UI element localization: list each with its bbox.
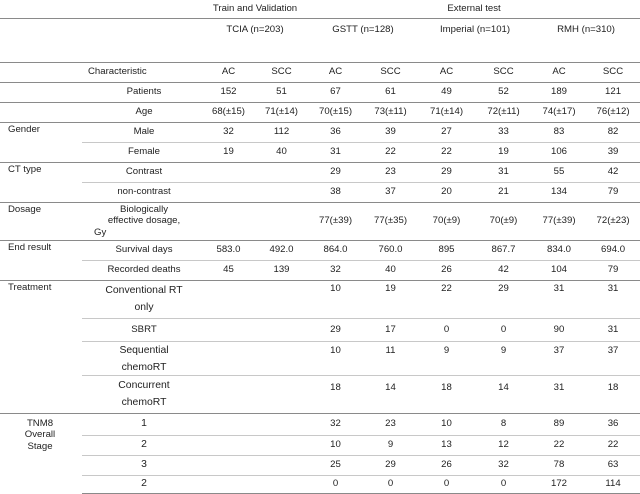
cell: 20 xyxy=(418,182,475,202)
cell: 89 xyxy=(532,413,586,435)
row-label-line: Conventional RT xyxy=(105,284,183,296)
cell: 36 xyxy=(586,413,640,435)
cell: 22 xyxy=(363,142,418,162)
cell: 74(±17) xyxy=(532,102,586,122)
cell: 19 xyxy=(363,280,418,318)
cell: 42 xyxy=(475,260,532,280)
row-label-contrast: Contrast xyxy=(82,162,202,182)
header-characteristic: Characteristic xyxy=(82,62,202,82)
cell: 76(±12) xyxy=(586,102,640,122)
cell: 51 xyxy=(255,82,308,102)
group-label-line: Stage xyxy=(27,440,53,452)
group-ct-type: CT type xyxy=(0,162,82,202)
cell: 121 xyxy=(586,82,640,102)
row-label-sbrt: SBRT xyxy=(82,318,202,341)
row-label-sequential-chemort xyxy=(82,341,202,375)
cell: 22 xyxy=(532,435,586,455)
cell: 77(±35) xyxy=(363,202,418,240)
group-gender: Gender xyxy=(0,122,82,162)
cell xyxy=(202,455,255,475)
cell: 25 xyxy=(308,455,363,475)
cell: 8 xyxy=(475,413,532,435)
cell: 10 xyxy=(308,341,363,375)
row-label-patients: Patients xyxy=(82,82,202,102)
cell xyxy=(255,413,308,435)
group-end-result: End result xyxy=(0,240,82,280)
cell: 71(±14) xyxy=(255,102,308,122)
row-label-stage-4: 2 xyxy=(82,475,202,493)
cell: 583.0 xyxy=(202,240,255,260)
cell: 189 xyxy=(532,82,586,102)
row-label-concurrent-chemort xyxy=(82,375,202,413)
cell: 19 xyxy=(475,142,532,162)
cell xyxy=(202,375,255,413)
cell: 14 xyxy=(475,375,532,413)
cell: 32 xyxy=(308,413,363,435)
cell: 71(±14) xyxy=(418,102,475,122)
cell: 172 xyxy=(532,475,586,493)
cell: 10 xyxy=(308,435,363,455)
cell: 104 xyxy=(532,260,586,280)
header-ac: AC xyxy=(202,62,255,82)
row-label-non-contrast: non-contrast xyxy=(82,182,202,202)
cell: 70(±9) xyxy=(475,202,532,240)
header-external-test: External test xyxy=(447,3,501,14)
cell: 82 xyxy=(586,122,640,142)
cell: 42 xyxy=(586,162,640,182)
row-label-survival-days: Survival days xyxy=(82,240,202,260)
header-rmh: RMH (n=310) xyxy=(532,18,640,40)
cell: 27 xyxy=(418,122,475,142)
cell: 0 xyxy=(475,318,532,341)
cell: 134 xyxy=(532,182,586,202)
cell xyxy=(255,341,308,375)
cell: 40 xyxy=(363,260,418,280)
cell: 37 xyxy=(586,341,640,375)
cell: 33 xyxy=(475,122,532,142)
cell: 18 xyxy=(418,375,475,413)
cell: 0 xyxy=(308,475,363,493)
cell xyxy=(255,455,308,475)
header-scc: SCC xyxy=(255,62,308,82)
row-label-recorded-deaths: Recorded deaths xyxy=(82,260,202,280)
cell: 49 xyxy=(418,82,475,102)
cell xyxy=(255,318,308,341)
cell: 13 xyxy=(418,435,475,455)
cell: 79 xyxy=(586,182,640,202)
cell: 31 xyxy=(586,280,640,318)
cell: 38 xyxy=(308,182,363,202)
cell: 72(±23) xyxy=(586,202,640,240)
cell: 0 xyxy=(363,475,418,493)
cell xyxy=(255,162,308,182)
cell: 0 xyxy=(475,475,532,493)
cell: 31 xyxy=(532,280,586,318)
cell: 864.0 xyxy=(308,240,363,260)
row-label-male: Male xyxy=(82,122,202,142)
cell: 14 xyxy=(363,375,418,413)
group-label-line: TNM8 xyxy=(26,417,54,429)
cell xyxy=(202,413,255,435)
cell: 45 xyxy=(202,260,255,280)
cell xyxy=(255,182,308,202)
row-label-stage-3: 3 xyxy=(82,455,202,475)
cell: 31 xyxy=(308,142,363,162)
cell: 26 xyxy=(418,260,475,280)
cell: 895 xyxy=(418,240,475,260)
cell: 0 xyxy=(418,318,475,341)
cell: 31 xyxy=(475,162,532,182)
cell: 834.0 xyxy=(532,240,586,260)
row-label-dosage-line: effective dosage, xyxy=(107,215,181,227)
cell xyxy=(202,202,255,240)
row-label-line: Sequential xyxy=(119,344,169,356)
cell: 77(±39) xyxy=(308,202,363,240)
cell: 152 xyxy=(202,82,255,102)
header-train-validation: Train and Validation xyxy=(212,3,298,14)
cell: 67 xyxy=(308,82,363,102)
cell: 32 xyxy=(308,260,363,280)
cell: 83 xyxy=(532,122,586,142)
cell: 32 xyxy=(202,122,255,142)
cell: 73(±11) xyxy=(363,102,418,122)
cell: 23 xyxy=(363,162,418,182)
row-label-conventional-rt xyxy=(82,280,202,318)
cell xyxy=(202,280,255,318)
header-imperial: Imperial (n=101) xyxy=(418,18,532,40)
cell: 31 xyxy=(586,318,640,341)
row-label-age: Age xyxy=(82,102,202,122)
cell: 9 xyxy=(418,341,475,375)
cell: 31 xyxy=(532,375,586,413)
cell: 22 xyxy=(418,280,475,318)
header-scc: SCC xyxy=(586,62,640,82)
row-label-stage-2: 2 xyxy=(82,435,202,455)
header-ac: AC xyxy=(418,62,475,82)
cell: 36 xyxy=(308,122,363,142)
cell: 19 xyxy=(202,142,255,162)
cell: 37 xyxy=(363,182,418,202)
cell: 63 xyxy=(586,455,640,475)
row-label-dosage-line: Biologically xyxy=(120,203,168,215)
cell: 29 xyxy=(418,162,475,182)
cell: 90 xyxy=(532,318,586,341)
cell xyxy=(202,435,255,455)
cell: 29 xyxy=(475,280,532,318)
cell: 112 xyxy=(255,122,308,142)
cell: 29 xyxy=(308,162,363,182)
cell: 0 xyxy=(418,475,475,493)
header-scc: SCC xyxy=(475,62,532,82)
cell: 17 xyxy=(363,318,418,341)
header-tcia: TCIA (n=203) xyxy=(202,18,308,40)
cell: 79 xyxy=(586,260,640,280)
header-ac: AC xyxy=(532,62,586,82)
cell xyxy=(255,280,308,318)
row-label-line: chemoRT xyxy=(121,396,167,408)
row-label-line: chemoRT xyxy=(121,361,167,373)
cell: 39 xyxy=(363,122,418,142)
cell: 77(±39) xyxy=(532,202,586,240)
header-gstt: GSTT (n=128) xyxy=(308,18,418,40)
cell: 694.0 xyxy=(586,240,640,260)
row-label-line: only xyxy=(134,301,154,313)
cell: 867.7 xyxy=(475,240,532,260)
group-tnm8-overall-stage xyxy=(0,413,82,493)
row-label-dosage xyxy=(82,202,202,240)
cell xyxy=(202,318,255,341)
cell: 23 xyxy=(363,413,418,435)
cell: 72(±11) xyxy=(475,102,532,122)
cell xyxy=(202,162,255,182)
cell: 26 xyxy=(418,455,475,475)
cell: 139 xyxy=(255,260,308,280)
cell: 39 xyxy=(586,142,640,162)
row-label-line: Concurrent xyxy=(118,379,170,391)
cell xyxy=(202,182,255,202)
cell: 29 xyxy=(308,318,363,341)
header-scc: SCC xyxy=(363,62,418,82)
cell xyxy=(255,435,308,455)
cell: 29 xyxy=(363,455,418,475)
cell: 70(±9) xyxy=(418,202,475,240)
cell: 10 xyxy=(308,280,363,318)
cell: 9 xyxy=(363,435,418,455)
cell: 37 xyxy=(532,341,586,375)
cell: 52 xyxy=(475,82,532,102)
cell: 10 xyxy=(418,413,475,435)
cell: 40 xyxy=(255,142,308,162)
cell: 55 xyxy=(532,162,586,182)
cell: 760.0 xyxy=(363,240,418,260)
cell: 114 xyxy=(586,475,640,493)
cell: 11 xyxy=(363,341,418,375)
cell: 106 xyxy=(532,142,586,162)
group-dosage: Dosage xyxy=(0,202,82,240)
row-label-dosage-line: Gy xyxy=(94,226,107,238)
cell xyxy=(202,475,255,493)
row-label-stage-1: 1 xyxy=(82,413,202,435)
cell: 32 xyxy=(475,455,532,475)
cell: 22 xyxy=(586,435,640,455)
cell xyxy=(202,341,255,375)
cell: 22 xyxy=(418,142,475,162)
cell: 18 xyxy=(586,375,640,413)
cell xyxy=(255,375,308,413)
cell: 70(±15) xyxy=(308,102,363,122)
cell: 78 xyxy=(532,455,586,475)
cell: 9 xyxy=(475,341,532,375)
group-label-line: Overall xyxy=(24,429,56,440)
cell xyxy=(255,475,308,493)
header-ac: AC xyxy=(308,62,363,82)
cell: 18 xyxy=(308,375,363,413)
cell: 61 xyxy=(363,82,418,102)
cell: 12 xyxy=(475,435,532,455)
cell: 21 xyxy=(475,182,532,202)
group-treatment: Treatment xyxy=(0,280,82,413)
cell: 68(±15) xyxy=(202,102,255,122)
row-label-female: Female xyxy=(82,142,202,162)
cell xyxy=(255,202,308,240)
cell: 492.0 xyxy=(255,240,308,260)
